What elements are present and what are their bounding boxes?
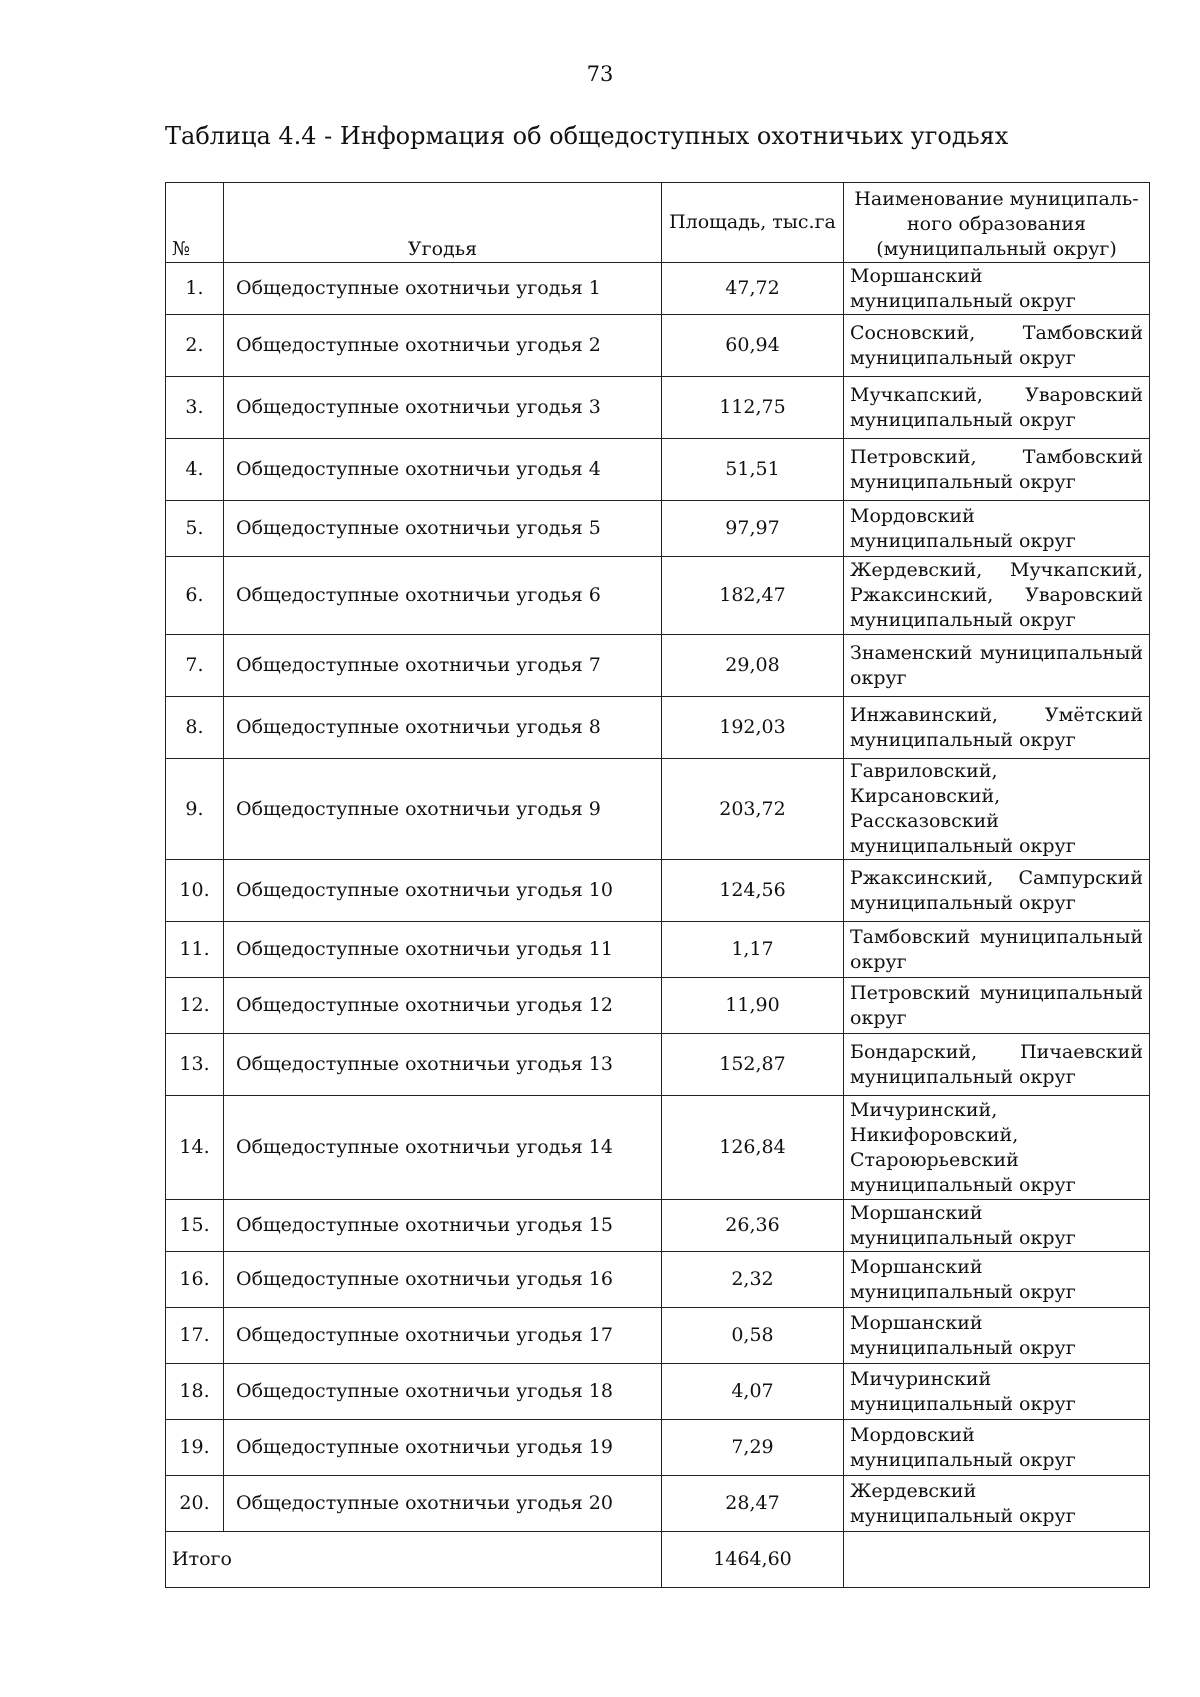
row-number: 14. <box>166 1096 224 1200</box>
row-area: 7,29 <box>662 1420 844 1476</box>
row-grounds-name: Общедоступные охотничьи угодья 15 <box>224 1200 662 1252</box>
row-number: 10. <box>166 860 224 922</box>
row-municipality <box>844 759 1150 860</box>
row-number: 3. <box>166 377 224 439</box>
row-area: 51,51 <box>662 439 844 501</box>
table-row <box>166 557 1150 635</box>
row-grounds-name: Общедоступные охотничьи угодья 5 <box>224 501 662 557</box>
table-body <box>166 263 1150 1532</box>
table-row <box>166 263 1150 315</box>
row-area: 1,17 <box>662 922 844 978</box>
row-number: 12. <box>166 978 224 1034</box>
row-grounds-name: Общедоступные охотничьи угодья 6 <box>224 557 662 635</box>
row-municipality <box>844 860 1150 922</box>
row-municipality-text: Моршанский муниципальный округ <box>850 1255 1076 1303</box>
row-number: 2. <box>166 315 224 377</box>
row-municipality <box>844 1096 1150 1200</box>
row-municipality-text: Знаменский муниципальный округ <box>850 641 1143 689</box>
table-row <box>166 759 1150 860</box>
row-municipality-text: Петровский муниципальный округ <box>850 981 1143 1029</box>
row-grounds-name: Общедоступные охотничьи угодья 9 <box>224 759 662 860</box>
table-row <box>166 1364 1150 1420</box>
row-area: 4,07 <box>662 1364 844 1420</box>
row-municipality-text: Жердевский, Мучкапский, Ржаксинский, Уваровский муниципальный округ <box>850 559 1143 631</box>
row-number: 17. <box>166 1308 224 1364</box>
row-municipality <box>844 557 1150 635</box>
row-municipality-text: Мичуринский, Никифоровский, Староюрьевский муниципальный округ <box>850 1098 1076 1196</box>
row-municipality <box>844 1364 1150 1420</box>
row-municipality <box>844 635 1150 697</box>
row-municipality <box>844 1034 1150 1096</box>
row-area: 124,56 <box>662 860 844 922</box>
row-grounds-name: Общедоступные охотничьи угодья 20 <box>224 1476 662 1532</box>
row-municipality <box>844 978 1150 1034</box>
table-row <box>166 1476 1150 1532</box>
row-municipality-text: Петровский, Тамбовский муниципальный округ <box>850 445 1143 493</box>
row-area: 126,84 <box>662 1096 844 1200</box>
row-grounds-name: Общедоступные охотничьи угодья 7 <box>224 635 662 697</box>
table-header-row <box>166 183 1150 263</box>
row-grounds-name: Общедоступные охотничьи угодья 12 <box>224 978 662 1034</box>
row-area: 11,90 <box>662 978 844 1034</box>
row-municipality-text: Гавриловский, Кирсановский, Рассказовский муниципальный округ <box>850 760 1076 857</box>
row-area: 60,94 <box>662 315 844 377</box>
table-row <box>166 1096 1150 1200</box>
table-row <box>166 1308 1150 1364</box>
header-area: Площадь, тыс.га <box>662 183 844 263</box>
row-area: 192,03 <box>662 697 844 759</box>
row-municipality-text: Мичуринский муниципальный округ <box>850 1367 1076 1415</box>
row-grounds-name: Общедоступные охотничьи угодья 1 <box>224 263 662 315</box>
table-row <box>166 377 1150 439</box>
row-municipality <box>844 377 1150 439</box>
table-row <box>166 1252 1150 1308</box>
row-number: 5. <box>166 501 224 557</box>
total-area: 1464,60 <box>662 1532 844 1588</box>
table-row <box>166 1420 1150 1476</box>
row-municipality-text: Моршанский муниципальный округ <box>850 1311 1076 1359</box>
header-municipality: Наименование муниципаль-ного образования (муниципальный округ) <box>844 183 1150 263</box>
row-number: 20. <box>166 1476 224 1532</box>
row-grounds-name: Общедоступные охотничьи угодья 11 <box>224 922 662 978</box>
row-area: 152,87 <box>662 1034 844 1096</box>
total-label: Итого <box>166 1532 662 1588</box>
row-municipality <box>844 1476 1150 1532</box>
row-grounds-name: Общедоступные охотничьи угодья 2 <box>224 315 662 377</box>
row-number: 6. <box>166 557 224 635</box>
table-row <box>166 697 1150 759</box>
row-municipality-text: Инжавинский, Умётский муниципальный округ <box>850 703 1143 751</box>
row-municipality-text: Ржаксинский, Сампурский муниципальный округ <box>850 866 1143 914</box>
row-number: 8. <box>166 697 224 759</box>
row-number: 1. <box>166 263 224 315</box>
hunting-grounds-table <box>165 182 1150 1588</box>
row-grounds-name: Общедоступные охотничьи угодья 16 <box>224 1252 662 1308</box>
row-municipality-text: Мордовский муниципальный округ <box>850 504 1076 552</box>
row-grounds-name: Общедоступные охотничьи угодья 10 <box>224 860 662 922</box>
total-municipality <box>844 1532 1150 1588</box>
row-grounds-name: Общедоступные охотничьи угодья 17 <box>224 1308 662 1364</box>
row-municipality <box>844 697 1150 759</box>
row-grounds-name: Общедоступные охотничьи угодья 13 <box>224 1034 662 1096</box>
row-municipality-text: Мучкапский, Уваровский муниципальный округ <box>850 383 1143 431</box>
table-row <box>166 635 1150 697</box>
row-number: 13. <box>166 1034 224 1096</box>
table-row <box>166 439 1150 501</box>
row-municipality <box>844 1252 1150 1308</box>
row-number: 15. <box>166 1200 224 1252</box>
row-municipality <box>844 1200 1150 1252</box>
table-row <box>166 860 1150 922</box>
row-area: 47,72 <box>662 263 844 315</box>
row-number: 11. <box>166 922 224 978</box>
table-row <box>166 922 1150 978</box>
total-row <box>166 1532 1150 1588</box>
row-grounds-name: Общедоступные охотничьи угодья 18 <box>224 1364 662 1420</box>
row-municipality-text: Жердевский муниципальный округ <box>850 1479 1076 1527</box>
row-municipality <box>844 315 1150 377</box>
row-number: 9. <box>166 759 224 860</box>
row-municipality <box>844 1308 1150 1364</box>
row-area: 203,72 <box>662 759 844 860</box>
table-row <box>166 1034 1150 1096</box>
row-grounds-name: Общедоступные охотничьи угодья 8 <box>224 697 662 759</box>
row-number: 4. <box>166 439 224 501</box>
row-municipality-text: Сосновский, Тамбовский муниципальный округ <box>850 321 1143 369</box>
row-grounds-name: Общедоступные охотничьи угодья 4 <box>224 439 662 501</box>
row-grounds-name: Общедоступные охотничьи угодья 3 <box>224 377 662 439</box>
row-area: 0,58 <box>662 1308 844 1364</box>
row-number: 7. <box>166 635 224 697</box>
row-municipality-text: Тамбовский муниципальный округ <box>850 925 1143 973</box>
row-area: 2,32 <box>662 1252 844 1308</box>
row-area: 97,97 <box>662 501 844 557</box>
row-area: 28,47 <box>662 1476 844 1532</box>
row-municipality-text: Моршанский муниципальный округ <box>850 1201 1076 1249</box>
row-municipality <box>844 922 1150 978</box>
row-area: 112,75 <box>662 377 844 439</box>
row-area: 26,36 <box>662 1200 844 1252</box>
row-number: 18. <box>166 1364 224 1420</box>
header-grounds: Угодья <box>224 183 662 263</box>
table-row <box>166 315 1150 377</box>
row-grounds-name: Общедоступные охотничьи угодья 14 <box>224 1096 662 1200</box>
row-municipality-text: Моршанский муниципальный округ <box>850 264 1076 312</box>
row-area: 29,08 <box>662 635 844 697</box>
table-row <box>166 501 1150 557</box>
table-row <box>166 978 1150 1034</box>
row-area: 182,47 <box>662 557 844 635</box>
row-number: 16. <box>166 1252 224 1308</box>
header-number: № <box>166 183 224 263</box>
row-number: 19. <box>166 1420 224 1476</box>
row-municipality <box>844 263 1150 315</box>
row-municipality <box>844 1420 1150 1476</box>
table-caption: Таблица 4.4 - Информация об общедоступных охотничьих угодьях <box>165 122 1009 150</box>
page-number: 73 <box>586 62 614 86</box>
row-municipality-text: Мордовский муниципальный округ <box>850 1423 1076 1471</box>
row-municipality-text: Бондарский, Пичаевский муниципальный округ <box>850 1040 1143 1088</box>
table-row <box>166 1200 1150 1252</box>
row-municipality <box>844 439 1150 501</box>
row-municipality <box>844 501 1150 557</box>
row-grounds-name: Общедоступные охотничьи угодья 19 <box>224 1420 662 1476</box>
